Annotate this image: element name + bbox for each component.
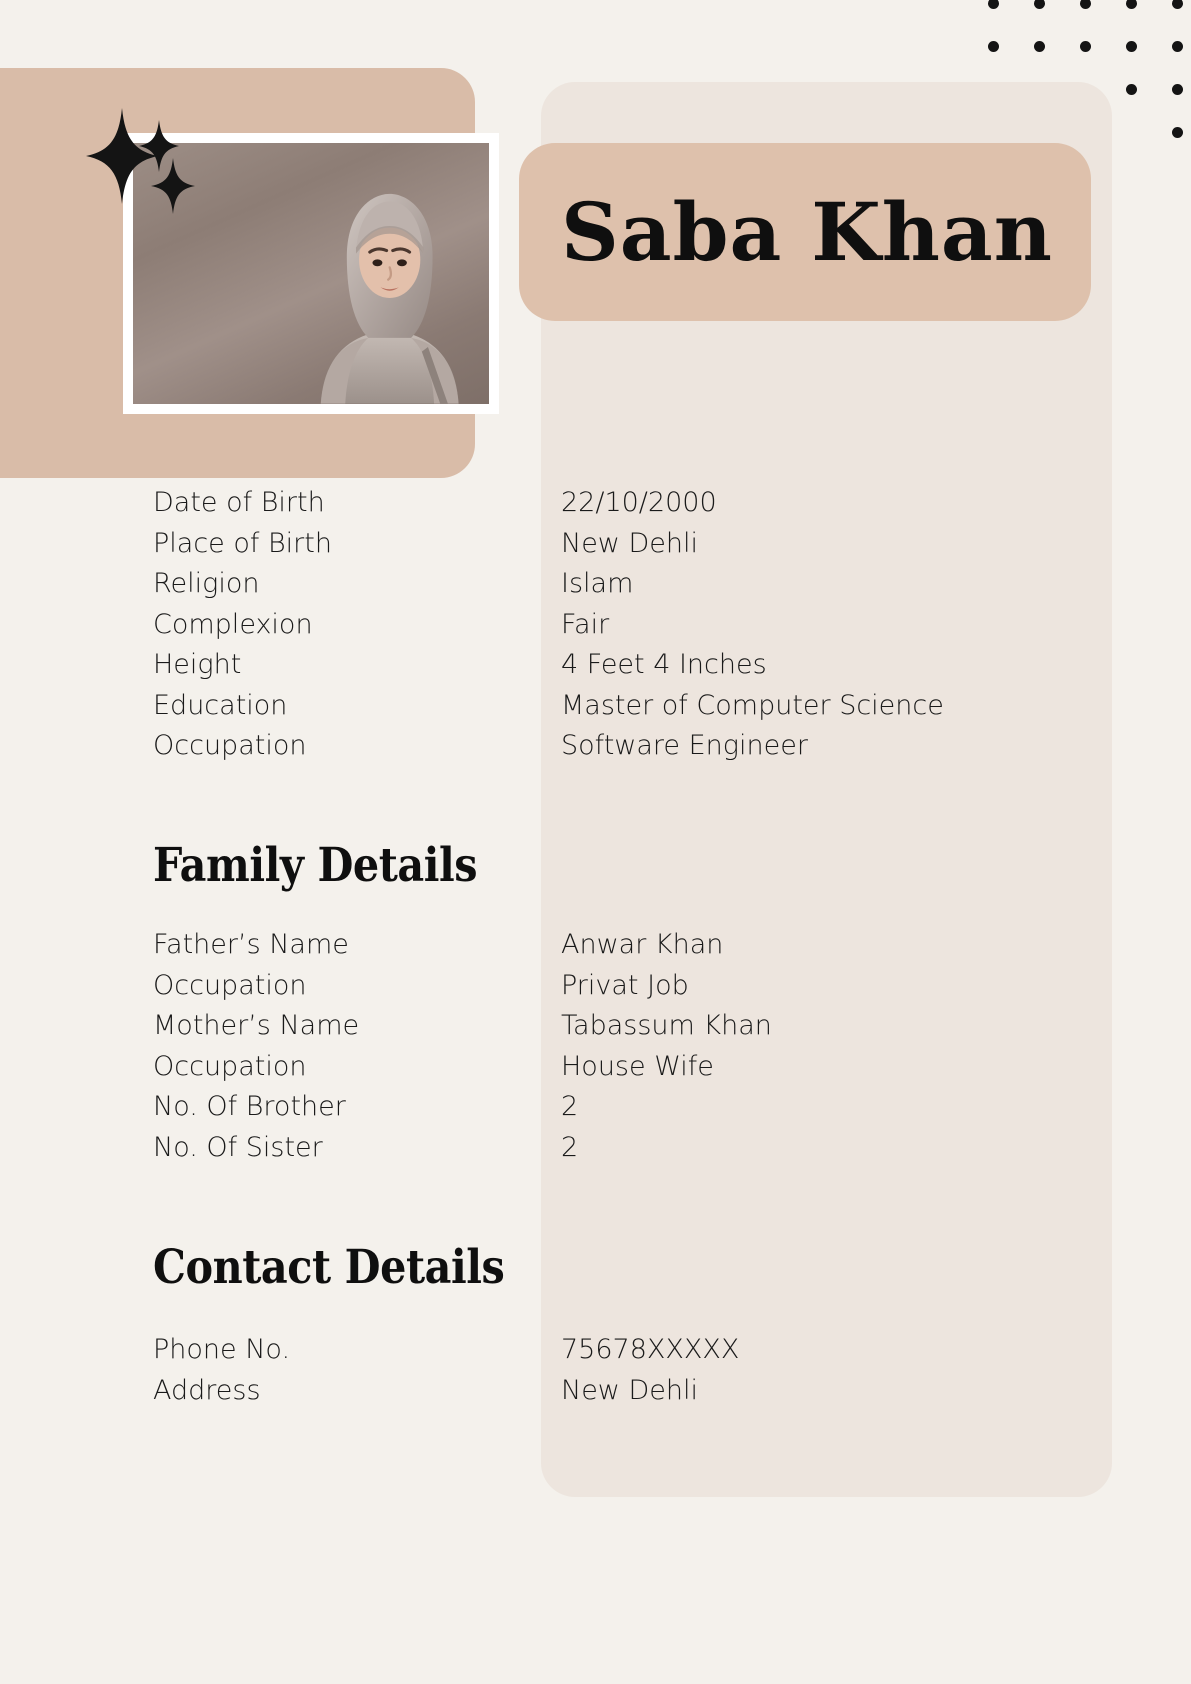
table-row xyxy=(0,568,1191,609)
contact-details-heading: Contact Details xyxy=(153,1240,505,1295)
row-value: 75678XXXXX xyxy=(561,1334,740,1365)
personal-details-table xyxy=(0,487,1191,771)
dot-decoration xyxy=(1126,0,1137,9)
dot-decoration xyxy=(1080,0,1091,9)
photo-frame xyxy=(123,133,499,414)
table-row xyxy=(0,929,1191,970)
row-label: Place of Birth xyxy=(153,527,332,559)
dot-decoration xyxy=(1172,127,1183,138)
row-value: 22/10/2000 xyxy=(561,487,717,518)
table-row xyxy=(0,730,1191,771)
row-value: House Wife xyxy=(561,1050,714,1082)
family-details-table xyxy=(0,929,1191,1172)
dot-decoration xyxy=(1126,41,1137,52)
table-row xyxy=(0,1091,1191,1132)
row-label: No. Of Sister xyxy=(153,1131,323,1163)
row-value: Tabassum Khan xyxy=(561,1010,772,1041)
row-label: Occupation xyxy=(153,730,307,761)
row-label: Occupation xyxy=(153,969,307,1001)
row-value: Privat Job xyxy=(561,969,689,1001)
row-value: 2 xyxy=(561,1131,579,1163)
row-label: Address xyxy=(153,1374,261,1406)
table-row xyxy=(0,609,1191,650)
row-label: Complexion xyxy=(153,608,313,640)
portrait-photo xyxy=(133,143,489,404)
row-label: Phone No. xyxy=(153,1334,291,1365)
dot-decoration xyxy=(1034,0,1045,9)
row-label: Occupation xyxy=(153,1050,307,1082)
row-value: New Dehli xyxy=(561,1374,698,1406)
row-value: New Dehli xyxy=(561,527,698,559)
dot-decoration xyxy=(988,41,999,52)
row-label: Date of Birth xyxy=(153,487,325,518)
dot-decoration xyxy=(1172,84,1183,95)
row-value: Islam xyxy=(561,568,634,599)
table-row xyxy=(0,1051,1191,1092)
table-row xyxy=(0,970,1191,1011)
name-badge xyxy=(519,143,1091,321)
table-row xyxy=(0,649,1191,690)
dot-decoration xyxy=(1172,0,1183,9)
dot-decoration xyxy=(1126,84,1137,95)
table-row xyxy=(0,1375,1191,1416)
table-row xyxy=(0,690,1191,731)
row-value: Fair xyxy=(561,608,610,640)
row-value: 4 Feet 4 Inches xyxy=(561,649,767,680)
dot-decoration xyxy=(1080,41,1091,52)
row-label: Height xyxy=(153,649,242,680)
row-label: Mother’s Name xyxy=(153,1010,360,1041)
row-label: Father’s Name xyxy=(153,929,349,960)
row-value: Master of Computer Science xyxy=(561,689,944,721)
family-details-heading: Family Details xyxy=(153,838,478,893)
table-row xyxy=(0,528,1191,569)
table-row xyxy=(0,1334,1191,1375)
row-label: Education xyxy=(153,689,288,721)
table-row xyxy=(0,1010,1191,1051)
dot-decoration xyxy=(1034,41,1045,52)
dot-decoration xyxy=(1172,41,1183,52)
row-label: No. Of Brother xyxy=(153,1091,346,1122)
row-value: 2 xyxy=(561,1091,579,1122)
dot-decoration xyxy=(988,0,999,9)
person-illustration xyxy=(290,174,489,404)
table-row xyxy=(0,1132,1191,1173)
row-value: Anwar Khan xyxy=(561,929,724,960)
table-row xyxy=(0,487,1191,528)
row-value: Software Engineer xyxy=(561,730,808,761)
page-title: Saba Khan xyxy=(561,185,1053,279)
row-label: Religion xyxy=(153,568,260,599)
contact-details-table xyxy=(0,1334,1191,1415)
